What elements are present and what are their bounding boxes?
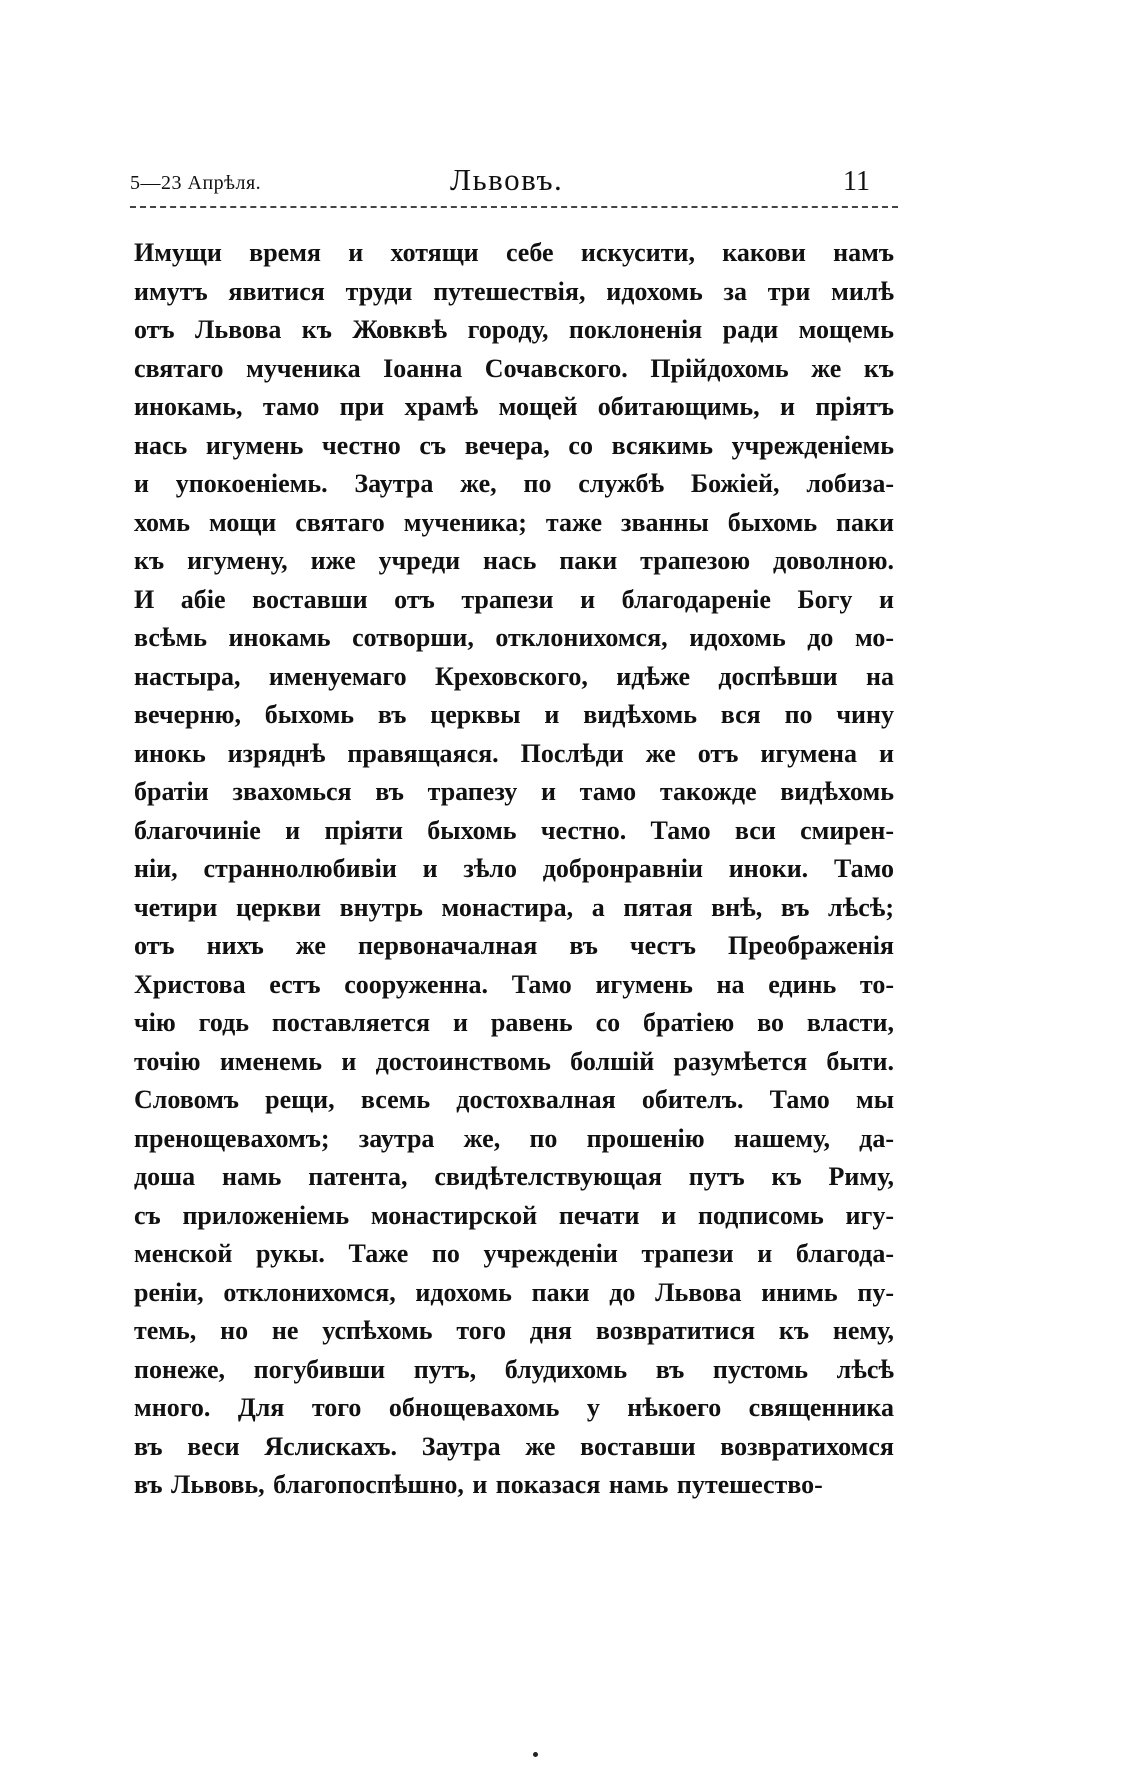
- header-dates: 5—23 Апрѣля.: [130, 172, 262, 194]
- text-line: инокь изряднѣ правящаяся. Послѣди же отъ игумена и: [134, 738, 894, 768]
- text-line: братіи звахомься въ трапезу и тамо такожде видѣхомь: [134, 777, 894, 806]
- text-line: святаго мученика Іоанна Сочавского. Прійдохомь же къ: [134, 353, 894, 383]
- page-title: Львовъ.: [450, 162, 564, 197]
- text-line: точію именемь и достоинствомь болшій разумѣется быти.: [134, 1046, 894, 1076]
- text-line: темь, но не успѣхомь того дня возвратитися къ нему,: [134, 1316, 894, 1345]
- text-line: настыра, именуемаго Креховского, идѣже доспѣвши на: [134, 661, 894, 691]
- running-head: [130, 162, 898, 208]
- text-line: къ игумену, иже учреди нась паки трапезою доволною.: [134, 546, 894, 575]
- text-line: въ веси Яслискахъ. Заутра же воставши возвратихомся: [134, 1431, 894, 1461]
- text-line: четири церкви внутрь монастира, а пятая внѣ, въ лѣсѣ;: [134, 892, 894, 922]
- text-line: реніи, отклонихомся, идохомь паки до Львова инимь пу-: [134, 1277, 894, 1307]
- text-line: Словомъ рещи, всемь достохвалная обителъ. Тамо мы: [134, 1085, 894, 1114]
- text-line: вечерню, быхомь въ церквы и видѣхомь вся по чину: [134, 700, 894, 729]
- text-line: инокамь, тамо при храмѣ мощей обитающимь, и пріятъ: [134, 392, 894, 421]
- text-line: понеже, погубивши путъ, блудихомь въ пустомь лѣсѣ: [134, 1354, 894, 1384]
- page-number: 11: [843, 166, 870, 197]
- body-text: [134, 234, 894, 1505]
- text-line: менской рукы. Таже по учрежденіи трапези и благода-: [134, 1239, 894, 1268]
- text-line: Христова естъ сооруженна. Тамо игумень на единь то-: [134, 969, 894, 999]
- text-line: пренощевахомъ; заутра же, по прошенію нашему, да-: [134, 1123, 894, 1153]
- text-line: и упокоеніемь. Заутра же, по службѣ Божіей, лобиза-: [134, 469, 894, 498]
- text-line: Имущи время и хотящи себе искусити, какови намъ: [134, 238, 894, 267]
- text-line: благочиніе и пріяти быхомь честно. Тамо вси смирен-: [134, 815, 894, 845]
- text-line: отъ Львова къ Жовквѣ городу, поклоненія ради мощемь: [134, 315, 894, 344]
- text-line: всѣмь инокамь сотворши, отклонихомся, идохомь до мо-: [134, 623, 894, 652]
- text-line: отъ нихъ же первоначалная въ честъ Преображенія: [134, 931, 894, 960]
- text-line: съ приложеніемь монастирской печати и подписомь игу-: [134, 1200, 894, 1230]
- print-speck: [533, 1752, 538, 1757]
- text-line: нась игумень честно съ вечера, со всякимь учрежденіемь: [134, 430, 894, 460]
- text-line: чію годь поставляется и равень со братіею во власти,: [134, 1008, 894, 1037]
- text-line: ніи, страннолюбивіи и зѣло добронравніи иноки. Тамо: [134, 854, 894, 883]
- header-rule: [130, 206, 898, 208]
- text-line: доша намь патента, свидѣтелствующая путъ къ Риму,: [134, 1162, 894, 1191]
- text-line: въ Львовь, благопоспѣшно, и показася намь путешество-: [134, 1470, 823, 1499]
- text-line: хомь мощи святаго мученика; таже званны быхомь паки: [134, 507, 894, 537]
- text-line: много. Для того обнощевахомь у нѣкоего священника: [134, 1393, 894, 1422]
- text-line: имутъ явитися труди путешествія, идохомь за три милѣ: [134, 276, 894, 306]
- text-line: И абіе воставши отъ трапези и благодареніе Богу и: [134, 584, 894, 614]
